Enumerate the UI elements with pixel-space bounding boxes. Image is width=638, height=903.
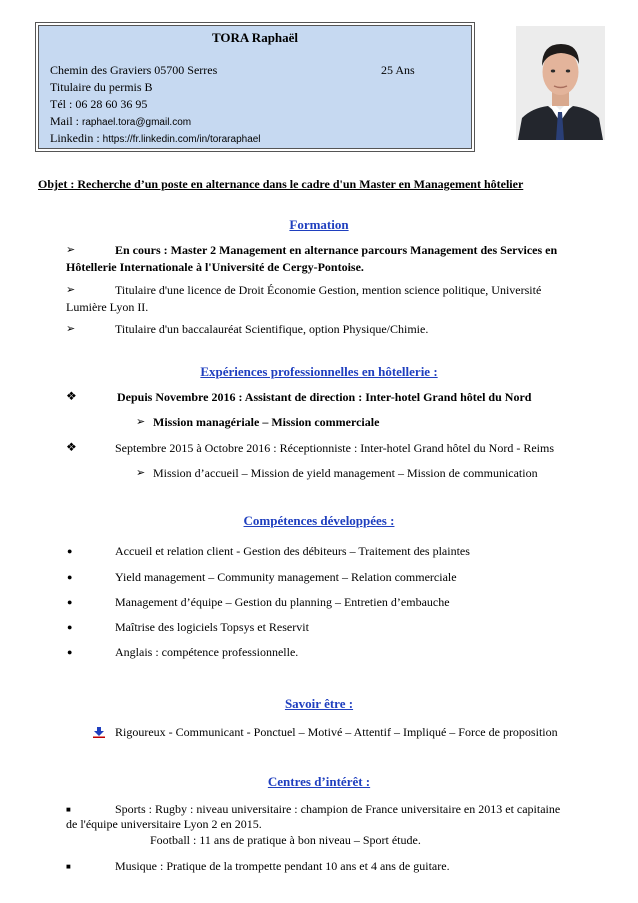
address: Chemin des Graviers 05700 Serres	[50, 63, 218, 77]
competence-item: Maîtrise des logiciels Topsys et Reservit	[115, 620, 309, 634]
driving-permit: Titulaire du permis B	[50, 80, 153, 94]
competence-item: Accueil et relation client - Gestion des débiteurs – Traitement des plaintes	[115, 544, 470, 558]
experience-1-missions: Mission managériale – Mission commerciale	[153, 415, 380, 429]
experiences-title: Expériences professionnelles en hôtellerie :	[200, 364, 438, 379]
phone: Tél : 06 28 60 36 95	[50, 97, 148, 111]
formation-item-1-line2: Hôtellerie Internationale à l'Université de Cergy-Pontoise.	[66, 260, 364, 274]
formation-item-2-line2: Lumière Lyon II.	[66, 300, 149, 314]
email	[50, 114, 191, 129]
arrow-bullet-icon: ➢	[66, 244, 76, 256]
age: 25 Ans	[381, 63, 415, 77]
dot-bullet-icon: ●	[67, 622, 73, 632]
linkedin-value[interactable]: https://fr.linkedin.com/in/toraraphael	[102, 134, 261, 145]
arrow-bullet-icon: ➢	[136, 467, 146, 479]
email-label: Mail :	[50, 114, 82, 128]
sport-line-3: Football : 11 ans de pratique à bon niveau – Sport étude.	[150, 833, 421, 847]
arrow-bullet-icon: ➢	[136, 416, 146, 428]
email-value[interactable]: raphael.tora@gmail.com	[82, 117, 192, 128]
square-bullet-icon: ■	[66, 862, 71, 871]
competences-title: Compétences développées :	[243, 513, 395, 528]
dot-bullet-icon: ●	[67, 546, 73, 556]
dot-bullet-icon: ●	[67, 572, 73, 582]
candidate-name: TORA Raphaël	[211, 30, 299, 45]
square-bullet-icon: ■	[66, 805, 71, 814]
experience-2: Septembre 2015 à Octobre 2016 : Réceptionniste : Inter-hotel Grand hôtel du Nord - Reims	[115, 441, 554, 455]
diamond-bullet-icon: ❖	[66, 389, 77, 403]
music-line: Musique : Pratique de la trompette pendant 10 ans et 4 ans de guitare.	[115, 859, 450, 873]
sport-line-2: de l'équipe universitaire Lyon 2 en 2015.	[66, 817, 262, 831]
interets-title: Centres d’intérêt :	[267, 774, 371, 789]
formation-item-3: Titulaire d'un baccalauréat Scientifique, option Physique/Chimie.	[115, 322, 429, 336]
arrow-bullet-icon: ➢	[66, 284, 76, 296]
linkedin-label: Linkedin :	[50, 131, 103, 145]
sport-line-1: Sports : Rugby : niveau universitaire : champion de France universitaire en 2013 et capitaine	[115, 802, 561, 816]
dot-bullet-icon: ●	[67, 597, 73, 607]
arrow-bullet-icon: ➢	[66, 323, 76, 335]
linkedin	[50, 131, 261, 146]
formation-item-1-line1: En cours : Master 2 Management en alternance parcours Management des Services en	[115, 243, 558, 257]
experience-2-missions: Mission d’accueil – Mission de yield management – Mission de communication	[153, 466, 538, 480]
formation-item-2-line1: Titulaire d'une licence de Droit Économie Gestion, mention science politique, Université	[115, 283, 542, 297]
objective: Objet : Recherche d’un poste en alternance dans le cadre d'un Master en Management hôtelier	[38, 177, 524, 191]
diamond-bullet-icon: ❖	[66, 440, 77, 454]
profile-photo	[516, 26, 605, 140]
experience-1: Depuis Novembre 2016 : Assistant de direction : Inter-hotel Grand hôtel du Nord	[117, 390, 532, 404]
competence-item: Anglais : compétence professionnelle.	[115, 645, 299, 659]
savoir-etre-title: Savoir être :	[284, 696, 354, 711]
competence-item: Management d’équipe – Gestion du planning – Entretien d’embauche	[115, 595, 450, 609]
person-portrait-icon	[516, 26, 605, 140]
formation-title: Formation	[289, 217, 349, 232]
contact-box	[38, 25, 472, 149]
savoir-etre-text: Rigoureux - Communicant - Ponctuel – Motivé – Attentif – Impliqué – Force de proposition	[115, 725, 558, 739]
arrow-down-bullet-icon	[93, 727, 105, 738]
competence-item: Yield management – Community management – Relation commerciale	[115, 570, 457, 584]
dot-bullet-icon: ●	[67, 647, 73, 657]
